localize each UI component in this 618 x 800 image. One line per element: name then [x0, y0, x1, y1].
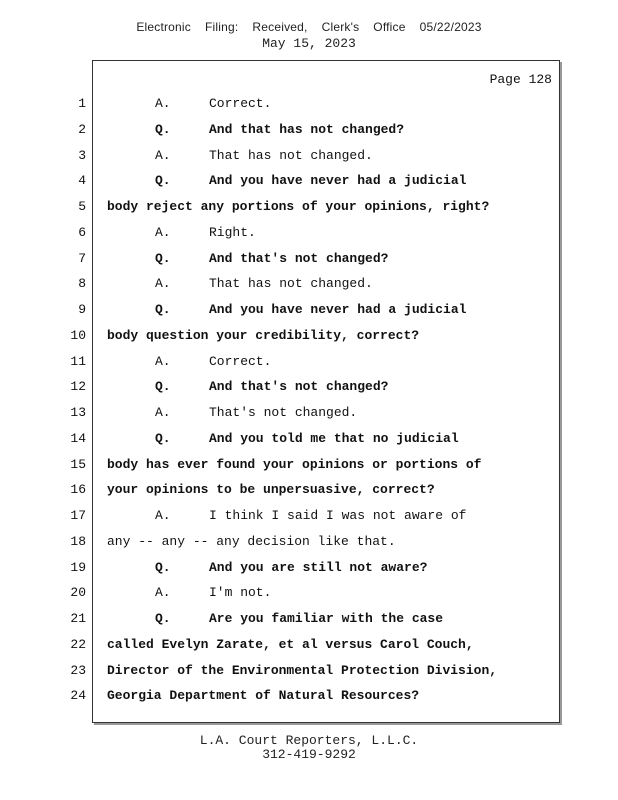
line-number: 22	[70, 636, 86, 652]
speaker-label: A.	[155, 508, 171, 523]
speaker-label: A.	[155, 96, 171, 111]
line-number: 4	[78, 173, 86, 189]
speaker-label: Q.	[155, 379, 171, 395]
line-number: 14	[70, 430, 86, 446]
line-number: 21	[70, 611, 86, 626]
line-text: body has ever found your opinions or portions of	[107, 456, 482, 472]
line-number: 24	[70, 688, 86, 704]
line-text: And you have never had a judicial	[209, 302, 467, 317]
line-number: 6	[78, 224, 86, 240]
line-number: 20	[70, 585, 86, 601]
line-text: your opinions to be unpersuasive, correct?	[107, 482, 435, 498]
line-number: 12	[70, 379, 86, 395]
line-text: body reject any portions of your opinions, right?	[107, 199, 490, 214]
reporter-company: L.A. Court Reporters, L.L.C.	[199, 733, 419, 748]
line-text: Are you familiar with the case	[209, 611, 444, 626]
line-number: 7	[78, 250, 86, 266]
speaker-label: A.	[155, 585, 171, 601]
speaker-label: Q.	[155, 611, 171, 626]
line-text: And you are still not aware?	[209, 559, 428, 575]
line-number: 23	[70, 662, 86, 678]
line-number: 1	[78, 96, 86, 111]
filing-word-4: Clerk's	[321, 20, 360, 34]
line-text: called Evelyn Zarate, et al versus Carol Couch,	[107, 636, 474, 652]
line-text: And that has not changed?	[209, 121, 405, 137]
line-text: Director of the Environmental Protection Division,	[107, 662, 498, 678]
line-number: 18	[70, 533, 86, 549]
line-text: And you have never had a judicial	[209, 173, 467, 189]
line-text: Right.	[209, 224, 256, 240]
line-text: And that's not changed?	[209, 379, 389, 395]
line-number: 19	[70, 559, 86, 575]
line-number: 13	[70, 405, 86, 420]
line-number: 16	[70, 482, 86, 498]
line-text: body question your credibility, correct?	[107, 327, 420, 343]
speaker-label: A.	[155, 224, 171, 240]
speaker-label: A.	[155, 147, 171, 163]
speaker-label: A.	[155, 276, 171, 292]
speaker-label: Q.	[155, 430, 171, 446]
filing-date: 05/22/2023	[419, 20, 482, 34]
deposition-date: May 15, 2023	[262, 36, 356, 51]
line-number: 15	[70, 456, 86, 472]
line-number: 10	[70, 327, 86, 343]
filing-word-2: Filing:	[205, 20, 239, 34]
line-text: That has not changed.	[209, 147, 373, 163]
line-text: And that's not changed?	[209, 250, 389, 266]
line-number: 9	[78, 302, 86, 317]
speaker-label: A.	[155, 405, 171, 420]
filing-word-5: Office	[373, 20, 406, 34]
speaker-label: A.	[155, 353, 171, 369]
reporter-phone: 312-419-9292	[262, 747, 356, 762]
filing-word-1: Electronic	[136, 20, 191, 34]
page-number: Page 128	[489, 72, 552, 87]
line-text: Correct.	[209, 353, 272, 369]
electronic-filing-stamp	[0, 20, 618, 34]
line-number: 11	[70, 353, 86, 369]
line-text: That has not changed.	[209, 276, 373, 292]
line-text: That's not changed.	[209, 405, 358, 420]
speaker-label: Q.	[155, 559, 171, 575]
line-text: Georgia Department of Natural Resources?	[107, 688, 420, 704]
speaker-label: Q.	[155, 121, 171, 137]
line-text: I think I said I was not aware of	[209, 508, 467, 523]
line-text: I'm not.	[209, 585, 272, 601]
speaker-label: Q.	[155, 173, 171, 189]
line-number: 8	[78, 276, 86, 292]
line-text: Correct.	[209, 96, 272, 111]
line-number: 5	[78, 199, 86, 214]
line-number: 2	[78, 121, 86, 137]
line-text: And you told me that no judicial	[209, 430, 459, 446]
filing-word-3: Received,	[252, 20, 308, 34]
speaker-label: Q.	[155, 250, 171, 266]
line-text: any -- any -- any decision like that.	[107, 533, 396, 549]
line-number: 3	[78, 147, 86, 163]
line-number: 17	[70, 508, 86, 523]
speaker-label: Q.	[155, 302, 171, 317]
